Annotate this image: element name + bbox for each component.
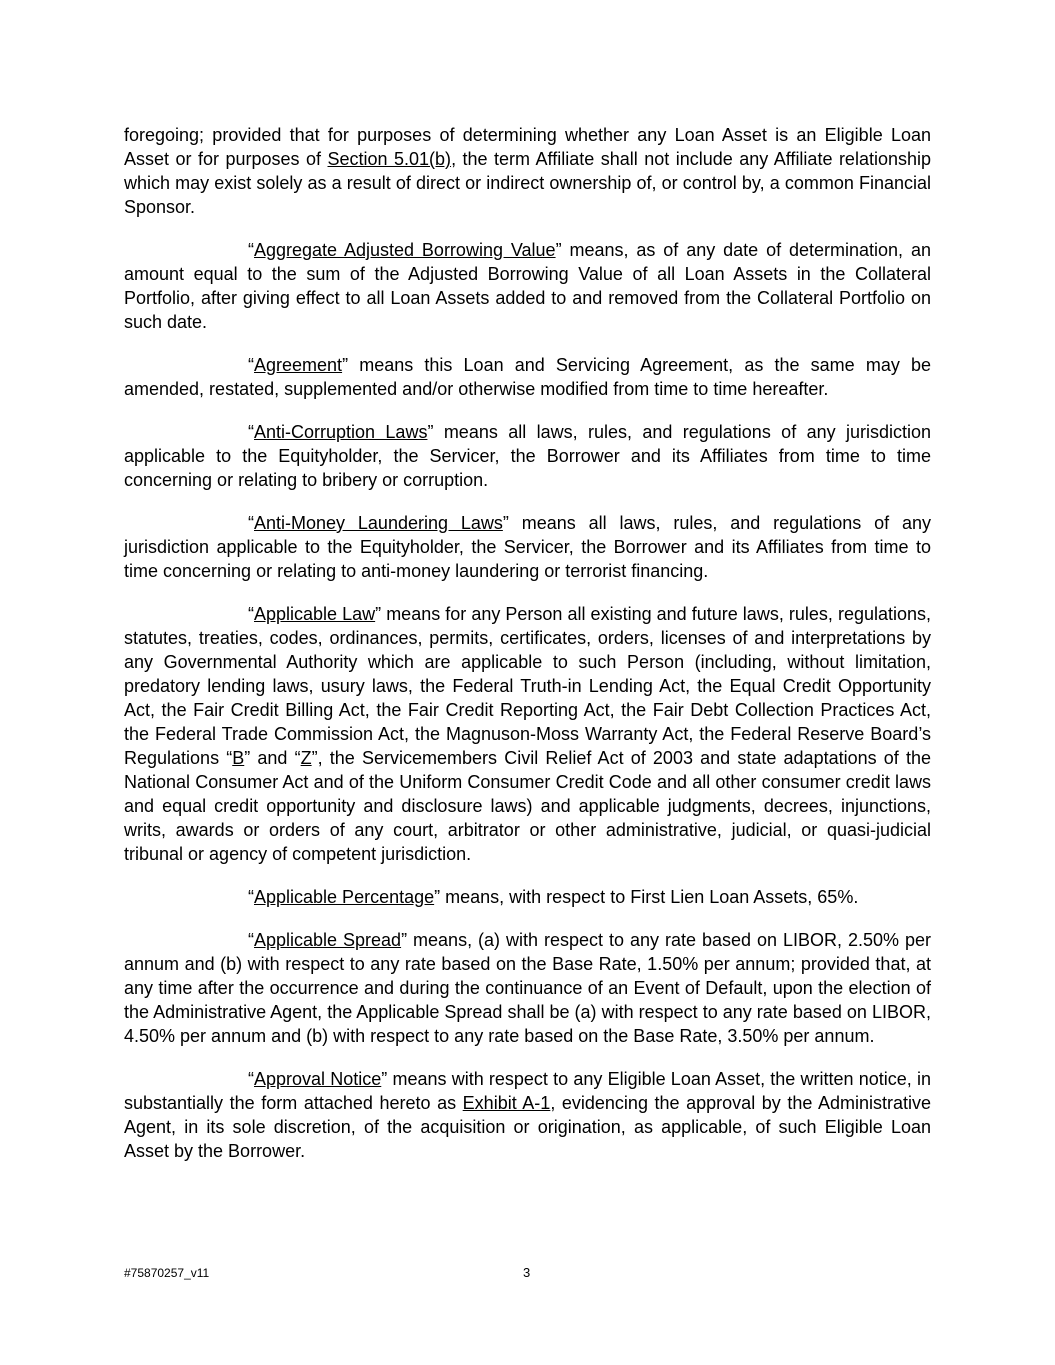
paragraph-text: “ (248, 930, 254, 950)
underlined-term: Exhibit A-1 (462, 1093, 551, 1113)
underlined-term: Applicable Spread (254, 930, 402, 950)
paragraph-text: ” means all laws, rules, and regulations of any jurisdiction applicable to the Equityholder, the Servicer, the Borrower and its Affiliates from time to time concerning or relating to bribery or corruption. (124, 422, 931, 490)
paragraph-text: ” means, as of any date of determination, an amount equal to the sum of the Adjusted Borrowing Value of all Loan Assets in the Collateral Portfolio, after giving effect to all Loan Assets added to and removed from the Collateral Portfolio on such date. (124, 240, 931, 332)
underlined-term: Anti-Corruption Laws (254, 422, 428, 442)
paragraph-text: “ (248, 604, 254, 624)
paragraph-text: “ (248, 1069, 254, 1089)
underlined-term: Applicable Percentage (254, 887, 435, 907)
definition-paragraph (124, 602, 931, 866)
document-body (124, 123, 931, 1182)
paragraph-text: ” means for any Person all existing and future laws, rules, regulations, statutes, treaties, codes, ordinances, permits, certificates, orders, licenses of and interpretations by any Governmental Authority which are applicable to such Person (including, without limitation, predatory lending laws, usury laws, the Federal Truth-in Lending Act, the Equal Credit Opportunity Act, the Fair Credit Billing Act, the Fair Credit Reporting Act, the Fair Debt Collection Practices Act, the Federal Trade Commission Act, the Magnuson-Moss Warranty Act, the Federal Reserve Board’s Regulations “ (124, 604, 932, 768)
paragraph-text: ”, the Servicemembers Civil Relief Act of 2003 and state adaptations of the National Consumer Act and of the Uniform Consumer Credit Code and all other consumer credit laws and equal credit opportunity and disclosure laws) and applicable judgments, decrees, injunctions, writs, awards or orders of any court, arbitrator or other administrative, judicial, or quasi-judicial tribunal or agency of competent jurisdiction. (124, 748, 931, 864)
paragraph-text: “ (248, 513, 254, 533)
definition-paragraph (124, 123, 931, 219)
paragraph-text: ” means all laws, rules, and regulations of any jurisdiction applicable to the Equityholder, the Servicer, the Borrower and its Affiliates from time to time concerning or relating to anti-money laundering or terrorist financing. (124, 513, 931, 581)
paragraph-text: ” means, with respect to First Lien Loan Assets, 65%. (434, 887, 859, 907)
footer-page-number: 3 (523, 1265, 531, 1280)
underlined-term: Approval Notice (254, 1069, 382, 1089)
paragraph-text: ” means with respect to any Eligible Loan Asset, the written notice, in substantially the form attached hereto as (124, 1069, 931, 1113)
definition-paragraph (124, 353, 931, 401)
underlined-term: Aggregate Adjusted Borrowing Value (254, 240, 556, 260)
paragraph-text: “ (248, 422, 254, 442)
paragraph-text: , the term Affiliate shall not include any Affiliate relationship which may exist solely as a result of direct or indirect ownership of, or control by, a common Financial Sponsor. (124, 149, 931, 217)
definition-paragraph (124, 511, 931, 583)
paragraph-text: ” means this Loan and Servicing Agreement, as the same may be amended, restated, supplemented and/or otherwise modified from time to time hereafter. (124, 355, 931, 399)
paragraph-text: “ (248, 355, 254, 375)
paragraph-text: “ (248, 887, 254, 907)
paragraph-text: foregoing; provided that for purposes of determining whether any Loan Asset is an Eligible Loan Asset or for purposes of (124, 125, 931, 169)
definition-paragraph (124, 238, 931, 334)
paragraph-text: , evidencing the approval by the Administrative Agent, in its sole discretion, of the acquisition or origination, as applicable, of such Eligible Loan Asset by the Borrower. (124, 1093, 932, 1161)
underlined-term: Z (300, 748, 312, 768)
definition-paragraph (124, 1067, 931, 1163)
definition-paragraph (124, 885, 931, 909)
paragraph-text: ” means, (a) with respect to any rate based on LIBOR, 2.50% per annum and (b) with respect to any rate based on the Base Rate, 1.50% per annum; provided that, at any time after the occurrence and during the continuance of an Event of Default, upon the election of the Administrative Agent, the Applicable Spread shall be (a) with respect to any rate based on LIBOR, 4.50% per annum and (b) with respect to any rate based on the Base Rate, 3.50% per annum. (124, 930, 931, 1046)
definition-paragraph (124, 420, 931, 492)
definition-paragraph (124, 928, 931, 1048)
paragraph-text: ” and “ (244, 748, 301, 768)
underlined-term: Applicable Law (254, 604, 376, 624)
underlined-term: Anti-Money Laundering Laws (254, 513, 503, 533)
underlined-term: Agreement (254, 355, 343, 375)
underlined-term: B (232, 748, 245, 768)
footer-document-id: #75870257_v11 (124, 1266, 210, 1280)
underlined-term: Section 5.01(b) (327, 149, 452, 169)
paragraph-text: “ (248, 240, 254, 260)
